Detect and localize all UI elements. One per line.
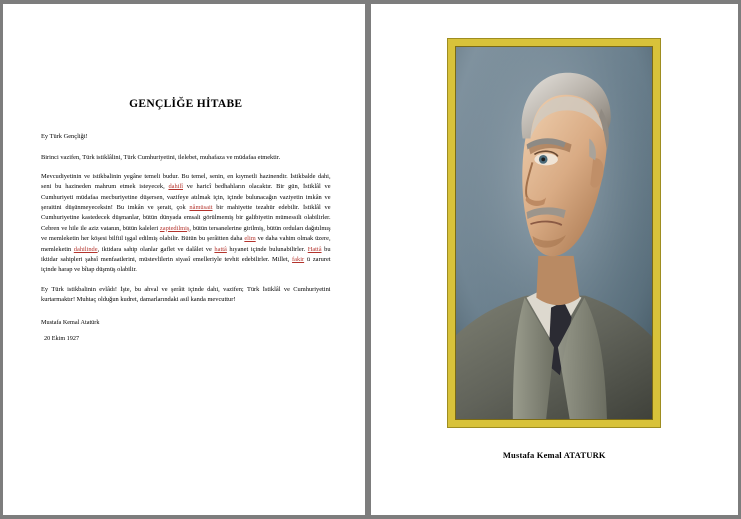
signature-text: Mustafa Kemal Atatürk [41, 319, 100, 327]
portrait-caption: Mustafa Kemal ATATURK [502, 450, 606, 460]
emphasis-word: dahilî [168, 183, 183, 191]
ataturk-portrait-image [456, 47, 652, 419]
portrait-frame [447, 38, 661, 428]
page-left [3, 4, 365, 515]
portrait-illustration [456, 47, 652, 419]
paragraph-2: Mevcudiyetinin ve istikbalinin yegâne temeli budur. Bu temel, senin, en kıymetli hazinendir. İstikbalde dahi, seni bu hazineden mahrum etmek isteyecek, dahilî ve haricî bedhahların olacaktır. Bir gün, İstiklâl ve Cumhuriyeti müdafaa mecburiyetine düşersen, vazifeye atılmak için, içinde bulunacağın vaziyetin imkân ve şeraitini düşünmeyeceksin! Bu imkân ve şerait, çok nâmüsait bir mahiyette tezahür edebilir. İstiklâl ve Cumhuriyetine kastedecek düşmanlar, bütün dünyada emsali görülmemiş bir galibiyetin mümessili olabilirler. Cebren ve hile ile aziz vatanın, bütün kaleleri zaptedilmiş, bütün tersanelerine girilmiş, bütün orduları dağıtılmış ve memleketin her köşesi bilfiil işgal edilmiş olabilir. Bütün bu şerâitten daha elim ve daha vahim olmak üzere, memleketin dahilinde, iktidara sahip olanlar gaflet ve dalâlet ve hattâ hıyanet içinde bulunabilirler. Hattâ bu iktidar sahipleri şahsî menfaatlerini, müstevlilerin siyasî emelleriyle tevhit edebilirler. Millet, fakir ü zaruret içinde harap ve bîtap düşmüş olabilir. [41, 172, 331, 274]
emphasis-word: dahilinde [73, 245, 98, 253]
page-title: GENÇLİĞE HİTABE [129, 98, 243, 110]
page-right [371, 4, 738, 515]
emphasis-word: fakir [292, 255, 305, 263]
emphasis-word: Hattâ [307, 245, 322, 253]
date-text: 20 Ekim 1927 [44, 335, 80, 343]
salutation-text: Ey Türk Gençliği! [41, 133, 88, 140]
emphasis-word: elim [244, 235, 256, 243]
emphasis-word: zaptedilmiş [159, 224, 190, 232]
emphasis-word: hattâ [214, 245, 227, 253]
emphasis-word: nâmüsait [189, 204, 213, 212]
paragraph-3: Ey Türk istikbalinin evlâdı! İşte, bu ahval ve şerâit içinde dahi, vazifen; Türk İstiklâl ve Cumhuriyetini kurtarmaktır! Muhtaç olduğun kudret, damarlarındaki asil kanda mevcuttur! [41, 285, 331, 304]
portrait-frame-inner [455, 46, 653, 420]
paragraph-1: Birinci vazifen, Türk istiklâlini, Türk Cumhuriyetini, ilelebet, muhafaza ve müdafaa etmektir. [41, 153, 281, 161]
